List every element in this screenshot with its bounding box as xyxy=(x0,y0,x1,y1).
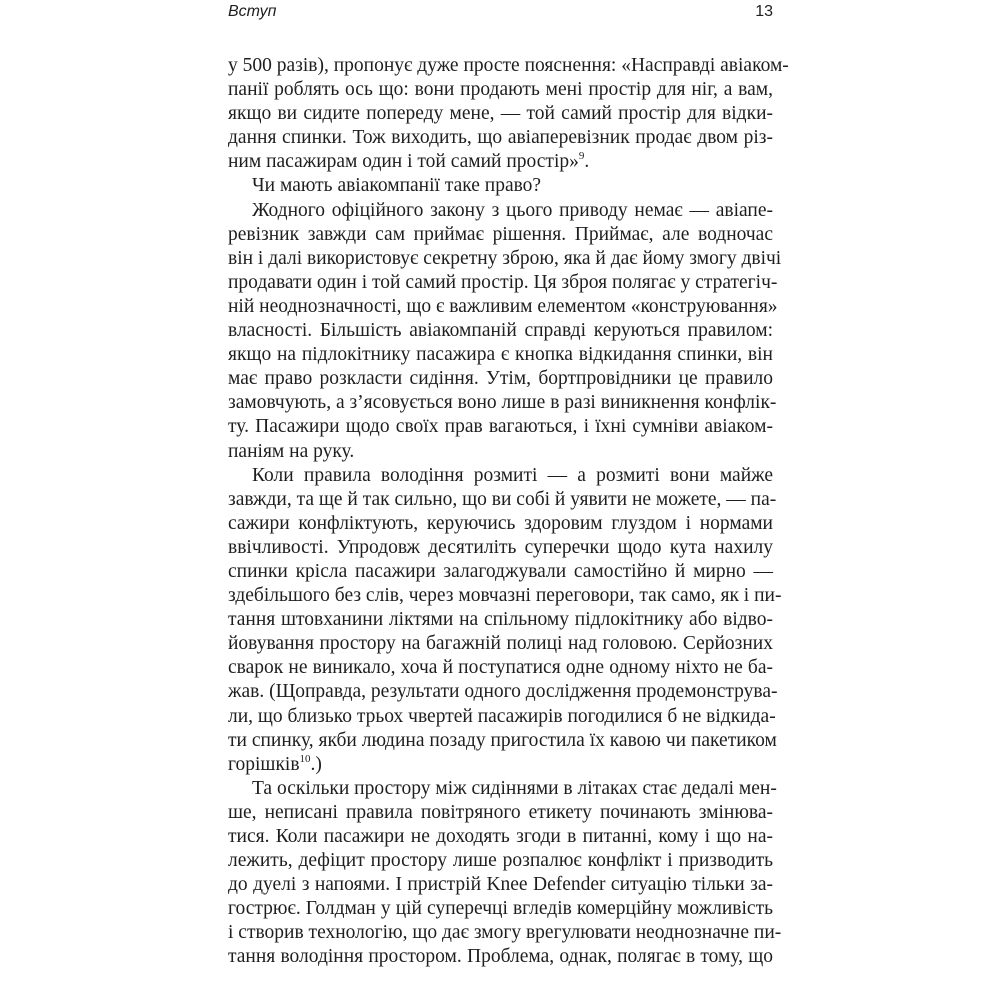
text-line xyxy=(228,54,789,78)
page-header xyxy=(228,3,773,27)
line-text: Чи мають авіакомпанії таке право? xyxy=(252,175,542,197)
text-line xyxy=(228,921,782,945)
text-line xyxy=(228,199,773,223)
line-text: ній неоднозначності, що є важливим елементом «конструювання» xyxy=(228,295,778,317)
text-line xyxy=(228,825,773,849)
text-line xyxy=(228,488,777,512)
footnote-ref: 10 xyxy=(299,752,311,765)
line-text: сварок не виникало, хоча й поступатися одне одному ніхто не ба- xyxy=(228,657,773,679)
line-text: ти спинку, якби людина позаду пригостила їх кавою чи пакетиком xyxy=(228,729,777,751)
page-number: 13 xyxy=(755,3,773,20)
line-tail: .) xyxy=(310,753,322,775)
text-line xyxy=(228,126,773,150)
line-text: якщо ви сидите попереду мене, — той самий простір для відки- xyxy=(228,103,773,125)
text-line xyxy=(228,680,778,704)
text-line xyxy=(228,464,773,488)
line-text: Жодного офіційного закону з цього приводу немає — авіапе- xyxy=(252,199,773,221)
text-line xyxy=(228,873,773,897)
line-text: гострює. Голдман у цій суперечці вгледів комерційну можливість xyxy=(228,898,773,920)
text-line xyxy=(228,777,777,801)
text-line xyxy=(228,608,773,632)
text-line xyxy=(228,415,773,439)
text-line xyxy=(228,536,773,560)
text-line xyxy=(228,849,773,873)
line-text: до дуелі з напоями. І пристрій Knee Defender ситуацію тільки за- xyxy=(228,874,773,896)
line-text: тися. Коли пасажири не доходять згоди в питанні, кому і що на- xyxy=(228,826,773,847)
text-line xyxy=(228,897,773,921)
body-text xyxy=(228,54,789,970)
text-line xyxy=(228,440,773,464)
text-line xyxy=(228,705,776,729)
footnote-ref: 9 xyxy=(578,150,585,163)
line-text: здебільшого без слів, через мовчазні переговори, так само, як і пи- xyxy=(228,585,782,607)
text-line xyxy=(228,247,782,271)
line-text: ним пасажирам один і той самий простір» xyxy=(228,151,579,173)
text-line xyxy=(228,367,773,391)
text-line xyxy=(228,560,773,584)
text-line xyxy=(228,584,782,608)
line-text: у 500 разів), пропонує дуже просте пояснення: «Насправді авіаком- xyxy=(228,55,789,76)
text-line xyxy=(228,295,778,319)
line-text: паніям на руку. xyxy=(228,440,355,462)
text-line xyxy=(228,729,777,753)
line-text: ту. Пасажири щодо своїх прав вагаються, і їхні сумніви авіаком- xyxy=(228,416,773,438)
line-text: йовування простору на багажній полиці над головою. Серйозних xyxy=(228,633,773,655)
text-line xyxy=(228,512,773,536)
text-line xyxy=(228,150,773,174)
line-text: горішків xyxy=(228,753,300,775)
text-line xyxy=(228,945,773,969)
line-text: Та оскільки простору між сидіннями в літаках стає дедалі мен- xyxy=(252,777,777,799)
line-text: має право розкласти сидіння. Утім, бортпровідники це правило xyxy=(228,368,773,390)
line-text: власності. Більшість авіакомпаній справді керуються правилом: xyxy=(228,320,773,342)
text-line xyxy=(228,753,773,777)
text-line xyxy=(228,801,773,825)
line-text: замовчують, а з’ясовується воно лише в разі виникнення конфлік- xyxy=(228,392,777,414)
line-text: жав. (Щоправда, результати одного дослідження продемонструва- xyxy=(228,681,778,703)
text-line xyxy=(228,102,773,126)
line-text: Коли правила володіння розмиті — а розмиті вони майже xyxy=(252,464,773,486)
line-text: і створив технологію, що дає змогу врегулювати неоднозначне пи- xyxy=(228,922,782,944)
running-title: Вступ xyxy=(228,3,277,20)
line-text: спинки крісла пасажири залагоджували самостійно й мирно — xyxy=(228,560,773,582)
text-line xyxy=(228,319,773,343)
text-line xyxy=(228,223,773,247)
line-text: ше, неписані правила повітряного етикету починають змінюва- xyxy=(228,801,773,823)
line-text: ввічливості. Упродовж десятиліть суперечки щодо кута нахилу xyxy=(228,536,773,558)
line-text: сажири конфліктують, керуючись здоровим глуздом і нормами xyxy=(228,512,773,534)
text-line xyxy=(228,78,773,102)
line-text: лежить, дефіцит простору лише розпалює конфлікт і призводить xyxy=(228,850,773,872)
line-text: ли, що близько трьох чвертей пасажирів погодилися б не відкида- xyxy=(228,705,776,727)
line-text: ревізник завжди сам приймає рішення. Приймає, але водночас xyxy=(228,223,773,245)
line-text: він і далі використовує секретну зброю, яка й дає йому змогу двічі xyxy=(228,247,782,269)
line-text: завжди, та ще й так сильно, що ви собі й уявити не можете, — па- xyxy=(228,488,777,510)
text-line xyxy=(228,632,773,656)
line-text: дання спинки. Тож виходить, що авіаперевізник продає двом різ- xyxy=(228,127,773,149)
line-text: панії роблять ось що: вони продають мені простір для ніг, а вам, xyxy=(228,79,773,101)
text-line xyxy=(228,343,773,367)
line-text: продавати один і той самий простір. Ця зброя полягає у стратегіч- xyxy=(228,271,778,293)
line-tail: . xyxy=(584,151,590,173)
text-line xyxy=(228,174,773,198)
line-text: тання володіння простором. Проблема, однак, полягає в тому, що xyxy=(228,946,773,968)
text-line xyxy=(228,656,773,680)
text-line xyxy=(228,391,777,415)
text-line xyxy=(228,271,778,295)
line-text: тання штовханини ліктями на спільному підлокітнику або відво- xyxy=(228,609,773,631)
line-text: якщо на підлокітнику пасажира є кнопка відкидання спинки, він xyxy=(228,344,773,366)
